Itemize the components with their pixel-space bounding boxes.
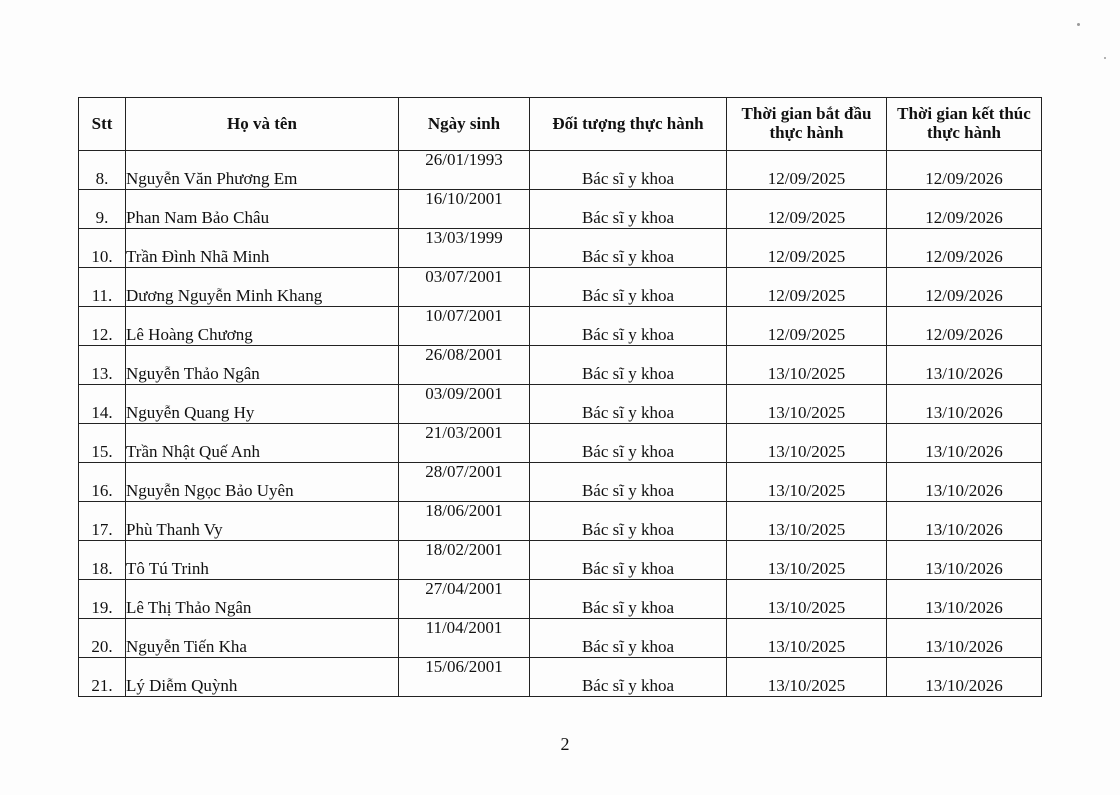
end-date-cell: 13/10/2026	[887, 424, 1042, 463]
birth-date-cell: 03/07/2001	[399, 268, 530, 307]
birth-date-cell: 10/07/2001	[399, 307, 530, 346]
birth-date-cell: 18/02/2001	[399, 541, 530, 580]
start-date-cell: 12/09/2025	[727, 229, 887, 268]
birth-date-cell: 21/03/2001	[399, 424, 530, 463]
scan-speck	[1077, 23, 1080, 26]
table-row	[79, 385, 1042, 424]
person-name-cell: Phù Thanh Vy	[126, 502, 399, 541]
end-date-cell: 13/10/2026	[887, 385, 1042, 424]
start-date-cell: 12/09/2025	[727, 307, 887, 346]
table-row	[79, 658, 1042, 697]
practice-type-cell: Bác sĩ y khoa	[530, 151, 727, 190]
birth-date-cell: 11/04/2001	[399, 619, 530, 658]
start-date-cell: 12/09/2025	[727, 151, 887, 190]
start-date-cell: 13/10/2025	[727, 346, 887, 385]
practice-type-cell: Bác sĩ y khoa	[530, 229, 727, 268]
person-name-cell: Nguyễn Tiến Kha	[126, 619, 399, 658]
birth-date-cell: 15/06/2001	[399, 658, 530, 697]
person-name-cell: Nguyễn Thảo Ngân	[126, 346, 399, 385]
table-row	[79, 229, 1042, 268]
end-date-cell: 12/09/2026	[887, 268, 1042, 307]
person-name-cell: Lê Thị Thảo Ngân	[126, 580, 399, 619]
header-name: Họ và tên	[126, 98, 399, 151]
birth-date-cell: 27/04/2001	[399, 580, 530, 619]
practice-type-cell: Bác sĩ y khoa	[530, 307, 727, 346]
row-number-cell: 12.	[79, 307, 126, 346]
practice-type-cell: Bác sĩ y khoa	[530, 424, 727, 463]
end-date-cell: 12/09/2026	[887, 229, 1042, 268]
end-date-cell: 13/10/2026	[887, 346, 1042, 385]
person-name-cell: Tô Tú Trinh	[126, 541, 399, 580]
birth-date-cell: 03/09/2001	[399, 385, 530, 424]
start-date-cell: 13/10/2025	[727, 580, 887, 619]
start-date-cell: 13/10/2025	[727, 385, 887, 424]
end-date-cell: 12/09/2026	[887, 151, 1042, 190]
table-row	[79, 463, 1042, 502]
practice-roster-table	[78, 97, 1042, 697]
table-row	[79, 424, 1042, 463]
practice-type-cell: Bác sĩ y khoa	[530, 268, 727, 307]
end-date-cell: 12/09/2026	[887, 190, 1042, 229]
practice-type-cell: Bác sĩ y khoa	[530, 463, 727, 502]
birth-date-cell: 18/06/2001	[399, 502, 530, 541]
header-start-line1: Thời gian bắt đầu	[741, 104, 872, 124]
table-row	[79, 502, 1042, 541]
person-name-cell: Trần Nhật Quế Anh	[126, 424, 399, 463]
practice-type-cell: Bác sĩ y khoa	[530, 580, 727, 619]
person-name-cell: Lý Diễm Quỳnh	[126, 658, 399, 697]
end-date-cell: 13/10/2026	[887, 541, 1042, 580]
table-body	[79, 151, 1042, 697]
header-stt: Stt	[79, 98, 126, 151]
start-date-cell: 13/10/2025	[727, 541, 887, 580]
person-name-cell: Trần Đình Nhã Minh	[126, 229, 399, 268]
end-date-cell: 13/10/2026	[887, 463, 1042, 502]
row-number-cell: 9.	[79, 190, 126, 229]
row-number-cell: 16.	[79, 463, 126, 502]
practice-type-cell: Bác sĩ y khoa	[530, 658, 727, 697]
start-date-cell: 13/10/2025	[727, 658, 887, 697]
row-number-cell: 17.	[79, 502, 126, 541]
table-row	[79, 346, 1042, 385]
practice-type-cell: Bác sĩ y khoa	[530, 541, 727, 580]
row-number-cell: 10.	[79, 229, 126, 268]
row-number-cell: 14.	[79, 385, 126, 424]
row-number-cell: 13.	[79, 346, 126, 385]
table-row	[79, 190, 1042, 229]
header-start-line2: thực hành	[769, 123, 844, 142]
table-row	[79, 307, 1042, 346]
table-row	[79, 268, 1042, 307]
practice-type-cell: Bác sĩ y khoa	[530, 385, 727, 424]
start-date-cell: 13/10/2025	[727, 502, 887, 541]
start-date-cell: 12/09/2025	[727, 190, 887, 229]
page-number: 2	[560, 734, 570, 754]
end-date-cell: 13/10/2026	[887, 658, 1042, 697]
birth-date-cell: 16/10/2001	[399, 190, 530, 229]
person-name-cell: Nguyễn Văn Phương Em	[126, 151, 399, 190]
practice-type-cell: Bác sĩ y khoa	[530, 619, 727, 658]
table-header-row	[79, 98, 1042, 151]
scan-speck	[1104, 57, 1106, 59]
end-date-cell: 13/10/2026	[887, 580, 1042, 619]
practice-type-cell: Bác sĩ y khoa	[530, 190, 727, 229]
start-date-cell: 13/10/2025	[727, 424, 887, 463]
row-number-cell: 15.	[79, 424, 126, 463]
practice-type-cell: Bác sĩ y khoa	[530, 502, 727, 541]
person-name-cell: Lê Hoàng Chương	[126, 307, 399, 346]
row-number-cell: 18.	[79, 541, 126, 580]
header-end-line1: Thời gian kết thúc	[897, 104, 1031, 124]
birth-date-cell: 26/08/2001	[399, 346, 530, 385]
table-row	[79, 541, 1042, 580]
header-end-time	[887, 98, 1042, 151]
end-date-cell: 12/09/2026	[887, 307, 1042, 346]
birth-date-cell: 26/01/1993	[399, 151, 530, 190]
birth-date-cell: 13/03/1999	[399, 229, 530, 268]
row-number-cell: 19.	[79, 580, 126, 619]
start-date-cell: 13/10/2025	[727, 463, 887, 502]
start-date-cell: 13/10/2025	[727, 619, 887, 658]
table-row	[79, 580, 1042, 619]
person-name-cell: Dương Nguyễn Minh Khang	[126, 268, 399, 307]
practice-type-cell: Bác sĩ y khoa	[530, 346, 727, 385]
header-end-line2: thực hành	[927, 123, 1001, 142]
header-start-time	[727, 98, 887, 151]
header-dob: Ngày sinh	[399, 98, 530, 151]
row-number-cell: 8.	[79, 151, 126, 190]
row-number-cell: 20.	[79, 619, 126, 658]
start-date-cell: 12/09/2025	[727, 268, 887, 307]
header-practice-type: Đối tượng thực hành	[530, 98, 727, 151]
table-row	[79, 619, 1042, 658]
table-row	[79, 151, 1042, 190]
person-name-cell: Nguyễn Ngọc Bảo Uyên	[126, 463, 399, 502]
person-name-cell: Nguyễn Quang Hy	[126, 385, 399, 424]
end-date-cell: 13/10/2026	[887, 502, 1042, 541]
end-date-cell: 13/10/2026	[887, 619, 1042, 658]
row-number-cell: 21.	[79, 658, 126, 697]
birth-date-cell: 28/07/2001	[399, 463, 530, 502]
person-name-cell: Phan Nam Bảo Châu	[126, 190, 399, 229]
row-number-cell: 11.	[79, 268, 126, 307]
